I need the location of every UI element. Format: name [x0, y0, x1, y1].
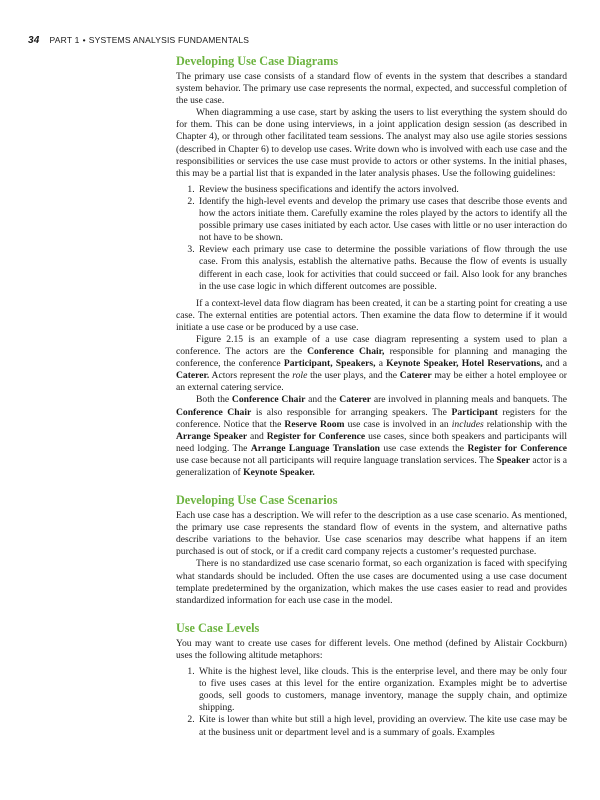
- paragraph: You may want to create use cases for different levels. One method (defined by Alistair Cockburn) uses the following altitude metaphors:: [176, 637, 567, 661]
- list-item: 2. Kite is lower than white but still a high level, providing an overview. The kite use case may be at the business unit or department level and is a summary of goals. Examples: [197, 714, 567, 738]
- part-title: SYSTEMS ANALYSIS FUNDAMENTALS: [88, 35, 250, 45]
- guidelines-list: [176, 184, 567, 293]
- paragraph: The primary use case consists of a standard flow of events in the system that describes a standard system behavior. The primary use case represents the normal, expected, and successful completion of the use case.: [176, 71, 567, 107]
- list-item: 1. Review the business specifications and identify the actors involved.: [197, 184, 567, 196]
- list-item: 1. White is the highest level, like clouds. This is the enterprise level, and there may be only four to five uses cases at this level for the entire organization. Examples might be to advertise goods, sell goods to customers, manage inventory, manage the supply chain, and optimize shipping.: [197, 666, 567, 714]
- list-item: 3. Review each primary use case to determine the possible variations of flow through the use case. From this analysis, establish the alternative paths. Because the flow of events is usually different in each case, look for activities that could succeed or fail. Also look for any branches in the use case logic in which different outcomes are possible.: [197, 244, 567, 292]
- section-heading-use-case-scenarios: Developing Use Case Scenarios: [176, 493, 338, 508]
- header-bullet: •: [82, 35, 86, 45]
- main-text-column: [176, 52, 567, 744]
- paragraph: Both the Conference Chair and the Caterer are involved in planning meals and banquets. The Conference Chair is also responsible for arranging speakers. The Participant registers for the conference. Notice that the Reserve Room use case is involved in an includes relationship with the Arrange Speaker and Register for Conference use cases, since both speakers and participants will need lodging. The Arrange Language Translation use case extends the Register for Conference use case because not all participants will require language translation services. The Speaker actor is a generalization of Keynote Speaker.: [176, 394, 568, 478]
- paragraph: Each use case has a description. We will refer to the description as a use case scenario. As mentioned, the primary use case represents the standard flow of events in the system, and alternative paths describe variations to the behavior. Use case scenarios may describe what happens if an item purchased is out of stock, or if a credit card company rejects a customer’s requested purchase.: [176, 510, 567, 558]
- altitude-metaphors-list: [176, 666, 567, 739]
- section-heading-use-case-levels: Use Case Levels: [176, 620, 260, 635]
- paragraph: If a context-level data flow diagram has been created, it can be a starting point for creating a use case. The external entities are potential actors. Then examine the data flow to determine if it would initiate a use case or be produced by a use case.: [176, 297, 567, 333]
- list-item: 2. Identify the high-level events and develop the primary use cases that describe those events and how the actors initiate them. Carefully examine the roles played by the actors to identify all the possible primary use cases initiated by each actor. Use cases with little or no user interaction do not have to be shown.: [197, 196, 567, 244]
- running-header: [28, 35, 249, 46]
- paragraph: When diagramming a use case, start by asking the users to list everything the system should do for them. This can be done using interviews, in a joint application design session (as described in Chapter 4), or through other facilitated team sessions. The analyst may also use agile stories sessions (described in Chapter 6) to develop use cases. Write down who is involved with each use case and the responsibilities or services the use case must provide to actors or other systems. In the initial phases, this may be a partial list that is expanded in the later analysis phases. Use the following guidelines:: [176, 107, 567, 179]
- paragraph: Figure 2.15 is an example of a use case diagram representing a system used to plan a conference. The actors are the Conference Chair, responsible for planning and managing the conference, the conference Participant, Speakers, a Keynote Speaker, Hotel Reservations, and a Caterer. Actors represent the role the user plays, and the Caterer may be either a hotel employee or an external catering service.: [176, 333, 567, 394]
- page-number: 34: [28, 35, 40, 46]
- paragraph: There is no standardized use case scenario format, so each organization is faced with specifying what standards should be included. Often the use cases are documented using a use case document template predetermined by the organization, which makes the use cases easier to read and provides standardized information for each use case in the model.: [176, 558, 567, 606]
- part-label: PART 1: [49, 35, 80, 45]
- section-heading-use-case-diagrams: Developing Use Case Diagrams: [176, 54, 339, 68]
